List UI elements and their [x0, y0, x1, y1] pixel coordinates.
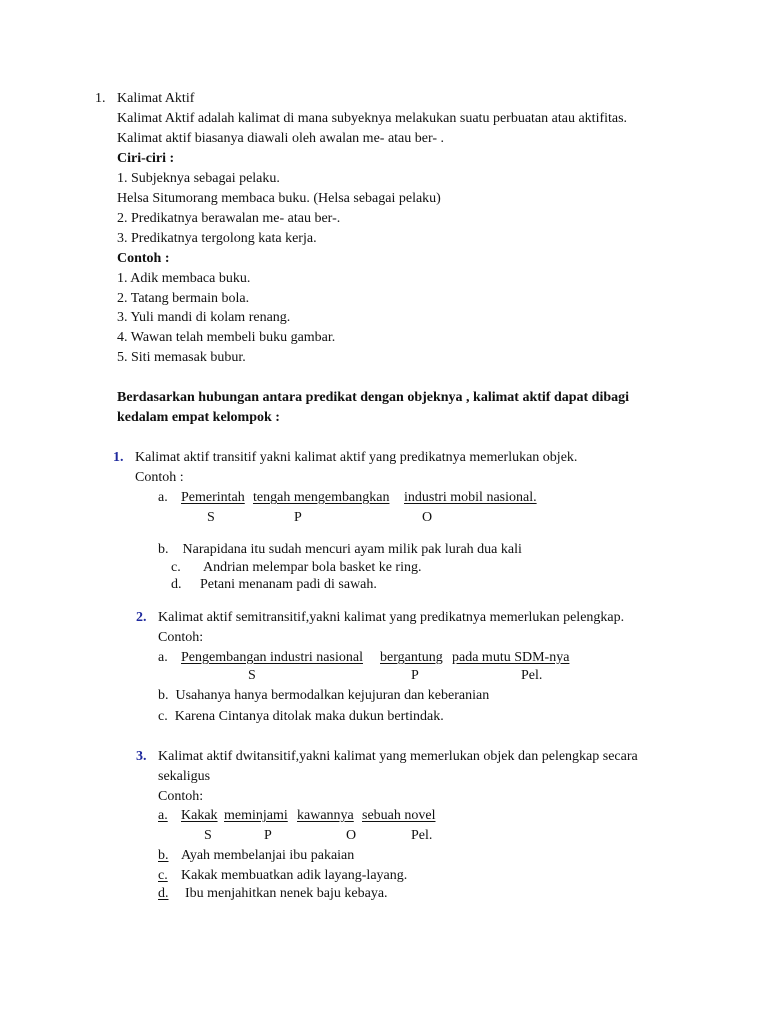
contoh-item: 5. Siti memasak bubur.	[117, 350, 246, 365]
group-text: Kalimat aktif dwitansitif,yakni kalimat yang memerlukan objek dan pelengkap secara	[158, 749, 638, 764]
group-number: 2.	[136, 610, 147, 625]
subject-phrase: Pemerintah	[181, 490, 245, 505]
role-label: Pel.	[521, 668, 543, 683]
predicate-phrase: meminjami	[224, 808, 288, 823]
ciri-item: 3. Predikatnya tergolong kata kerja.	[117, 231, 317, 246]
ciri-heading: Ciri-ciri :	[117, 151, 175, 166]
example-item: Ayah membelanjai ibu pakaian	[181, 848, 355, 863]
intro-line: Berdasarkan hubungan antara predikat dengan objeknya , kalimat aktif dapat dibagi	[117, 390, 630, 405]
definition-text: Kalimat Aktif adalah kalimat di mana subyeknya melakukan suatu perbuatan atau aktifitas.	[117, 111, 628, 126]
role-label: P	[411, 668, 419, 683]
example-label: b.	[158, 848, 169, 863]
group-number: 1.	[113, 450, 124, 465]
example-label: d.	[158, 886, 169, 901]
example-item: Petani menanam padi di sawah.	[200, 577, 377, 592]
role-label: P	[294, 510, 302, 525]
predicate-phrase: bergantung	[380, 650, 443, 665]
example-label: a.	[158, 650, 168, 665]
section-title: Kalimat Aktif	[117, 91, 195, 106]
group-text-continued: sekaligus	[158, 769, 211, 784]
example-label: a.	[158, 808, 168, 823]
group-text: Kalimat aktif semitransitif,yakni kalimat yang predikatnya memerlukan pelengkap.	[158, 610, 625, 625]
role-label: S	[207, 510, 215, 525]
example-item: c. Karena Cintanya ditolak maka dukun bertindak.	[158, 709, 444, 724]
ciri-item: Helsa Situmorang membaca buku. (Helsa sebagai pelaku)	[117, 191, 441, 206]
role-label: P	[264, 828, 272, 843]
contoh-item: 4. Wawan telah membeli buku gambar.	[117, 330, 336, 345]
contoh-item: 1. Adik membaca buku.	[117, 271, 251, 286]
contoh-label: Contoh:	[158, 789, 204, 804]
example-item: Ibu menjahitkan nenek baju kebaya.	[185, 886, 388, 901]
subject-phrase: Pengembangan industri nasional	[181, 650, 363, 665]
role-label: S	[248, 668, 256, 683]
section-number: 1.	[95, 91, 106, 106]
intro-line: kedalam empat kelompok :	[117, 410, 280, 425]
group-text: Kalimat aktif transitif yakni kalimat aktif yang predikatnya memerlukan objek.	[135, 450, 578, 465]
role-label: Pel.	[411, 828, 433, 843]
example-label: c.	[158, 868, 168, 883]
subject-phrase: Kakak	[181, 808, 218, 823]
example-item: Andrian melempar bola basket ke ring.	[203, 560, 422, 575]
role-label: O	[422, 510, 433, 525]
group-number: 3.	[136, 749, 147, 764]
example-label: c.	[171, 560, 181, 575]
object-phrase: kawannya	[297, 808, 354, 823]
note-text: Kalimat aktif biasanya diawali oleh awalan me- atau ber- .	[117, 131, 445, 146]
contoh-label: Contoh :	[135, 470, 184, 485]
ciri-item: 2. Predikatnya berawalan me- atau ber-.	[117, 211, 341, 226]
contoh-item: 3. Yuli mandi di kolam renang.	[117, 310, 291, 325]
contoh-label: Contoh:	[158, 630, 204, 645]
predicate-phrase: tengah mengembangkan	[253, 490, 390, 505]
ciri-item: 1. Subjeknya sebagai pelaku.	[117, 171, 280, 186]
role-label: O	[346, 828, 357, 843]
example-item: b. Usahanya hanya bermodalkan kejujuran dan keberanian	[158, 688, 490, 703]
contoh-item: 2. Tatang bermain bola.	[117, 291, 250, 306]
object-phrase: industri mobil nasional.	[404, 490, 537, 505]
complement-phrase: pada mutu SDM-nya	[452, 650, 570, 665]
contoh-heading: Contoh :	[117, 251, 170, 266]
example-label: a.	[158, 490, 168, 505]
example-label: d.	[171, 577, 182, 592]
example-item: b. Narapidana itu sudah mencuri ayam milik pak lurah dua kali	[158, 542, 522, 557]
role-label: S	[204, 828, 212, 843]
example-item: Kakak membuatkan adik layang-layang.	[181, 868, 408, 883]
complement-phrase: sebuah novel	[362, 808, 436, 823]
